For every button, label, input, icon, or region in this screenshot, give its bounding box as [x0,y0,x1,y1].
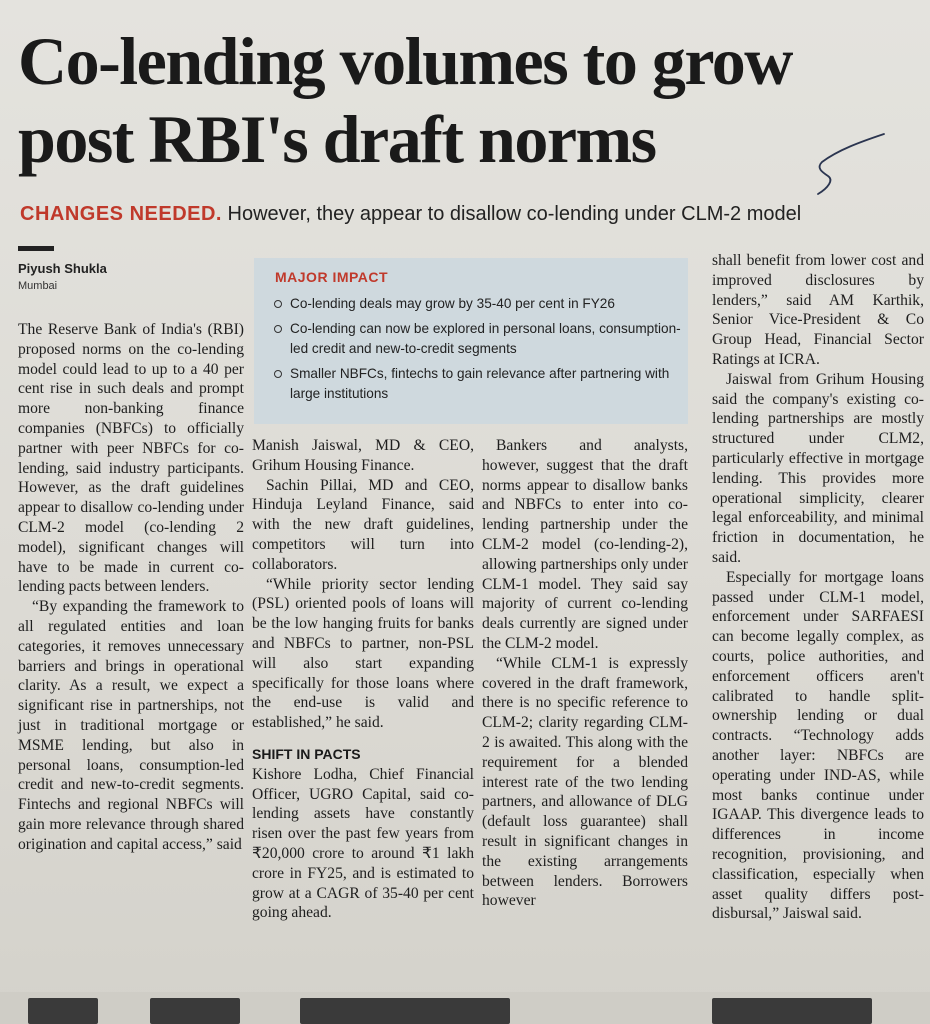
impact-item: Co-lending can now be explored in personal loans, consumption-led credit and new-to-credit segments [272,319,682,359]
major-impact-box [254,258,688,424]
next-article-cutoff [0,992,930,1024]
impact-item: Co-lending deals may grow by 35-40 per cent in FY26 [272,294,682,314]
paragraph: Jaiswal from Grihum Housing said the company's existing co-lending partnerships are mostly structured under CLM2, particularly effective in mortgage lending. This provides more operational simplicity, clearer legal enforceability, and minimal friction in documentation, he said. [712,370,924,566]
impact-item: Smaller NBFCs, fintechs to gain relevance after partnering with large institutions [272,364,682,404]
paragraph: shall benefit from lower cost and improved disclosures by lenders,” said AM Karthik, Senior Vice-President & Co Group Head, Financial Sector Ratings at ICRA. [712,252,924,368]
dek-text: However, they appear to disallow co-lending under CLM-2 model [221,203,802,225]
handwritten-checkmark-icon [800,128,890,203]
paragraph: “While CLM-1 is expressly covered in the draft framework, there is no specific reference to CLM-2; clarity regarding CLM-2 is awaited. This along with the requirement for a blended interest rate of the two lending partners, and allowance of DLG (default loss guarantee) shall result in significant changes in the existing arrangements between lenders. Borrowers however [482,654,688,910]
cutoff-text-fragment [150,998,240,1024]
subhead-shift-in-pacts: SHIFT IN PACTS [252,745,361,762]
byline-place: Mumbai [18,280,58,292]
cutoff-text-fragment [300,998,510,1024]
paragraph: The Reserve Bank of India's (RBI) proposed norms on the co-lending model could lead to up to a 40 per cent rise in such deals and prompt more non-banking finance companies (NBFCs) to officially partner with peer NBFCs for co-lending, said industry participants. However, as the draft guidelines appear to disallow co-lending under CLM-2 model (co-lending 2 model), significant changes will have to be made in current co-lending pacts between lenders. [18,321,244,596]
cutoff-text-fragment [712,998,872,1024]
paragraph: Manish Jaiswal, MD & CEO, Grihum Housing Finance. [252,437,474,474]
byline [18,261,107,292]
article-column-3 [482,436,688,911]
bullet-icon [274,370,282,378]
bullet-icon [274,300,282,308]
headline: Co-lending volumes to grow post RBI's draft norms [18,23,792,177]
article-column-1 [18,320,244,855]
dek-tag: CHANGES NEEDED. [20,203,222,225]
byline-name: Piyush Shukla [18,261,107,276]
dek [20,203,920,226]
paragraph: Bankers and analysts, however, suggest that the draft norms appear to disallow banks and NBFCs to enter into co-lending partnership under the CLM-2 model (co-lending-2), allowing partnerships only under CLM-1 model. They said say majority of current co-lending deals currently are signed under the CLM-2 model. [482,437,688,652]
article-column-2 [252,436,474,923]
major-impact-heading: MAJOR IMPACT [275,269,389,285]
bullet-icon [274,325,282,333]
paragraph: “By expanding the framework to all regulated entities and loan categories, it removes unnecessary barriers and brings in operational clarity. As a result, we expect a significant rise in partnerships, not just in traditional mortgage or MSME lending, but also in personal loans, consumption-led credit and new-to-credit segments. Fintechs and regional NBFCs will gain more relevance through shared origination and capital access,” said [18,598,244,853]
cutoff-text-fragment [28,998,98,1024]
paragraph: “While priority sector lending (PSL) oriented pools of loans will be the low hanging fruits for banks and NBFCs to partner, non-PSL will also start expanding specifically for those loans where the end-use is valid and established,” he said. [252,575,474,732]
paragraph: Especially for mortgage loans passed under CLM-1 model, enforcement under SARFAESI can become legally complex, as courts, police authorities, and enforcement officers aren't calibrated to handle split-ownership lending or dual contracts. “Technology adds another layer: NBFCs are operating under IND-AS, while most banks continue under IGAAP. This divergence leads to differences in income recognition, provisioning, and classification, especially when asset quality differs post-disbursal,” Jaiswal said. [712,568,924,923]
major-impact-list [272,294,682,409]
byline-rule [18,246,54,251]
paragraph: Sachin Pillai, MD and CEO, Hinduja Leyland Finance, said with the new draft guidelines, competitors will turn into collaborators. [252,476,474,573]
paragraph: Kishore Lodha, Chief Financial Officer, UGRO Capital, said co-lending assets have constantly risen over the past few years from ₹20,000 crore to around ₹1 lakh crore in FY25, and is estimated to grow at a CAGR of 35-40 per cent going ahead. [252,765,474,922]
article-column-4 [712,251,924,924]
